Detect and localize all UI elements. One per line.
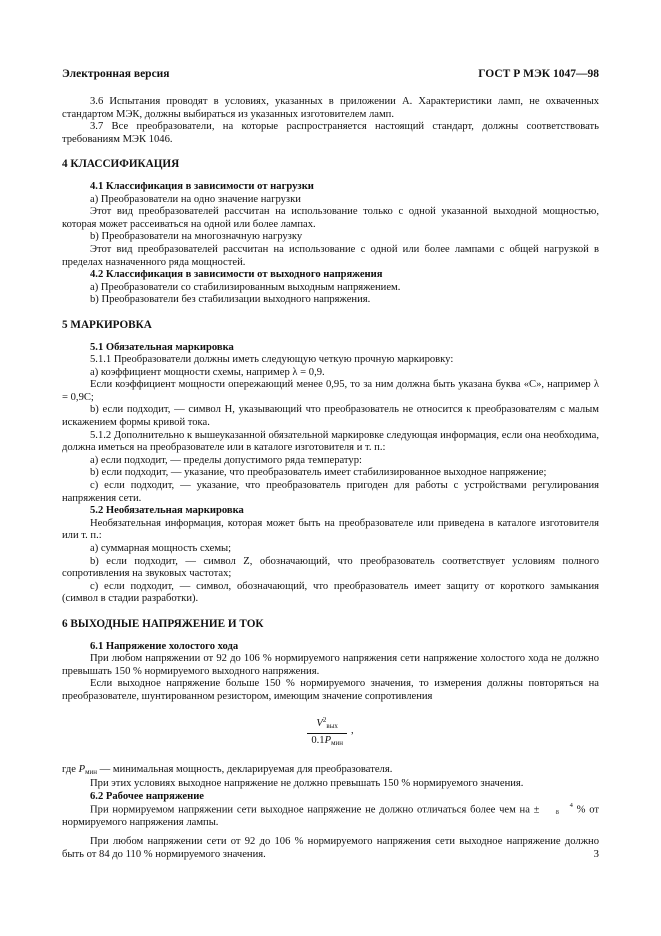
clause-6-2-para-2: При любом напряжении сети от 92 до 106 % нормируемого напряжения сети выходное напряжение должно быть от 84 до 110 % нормируемого значения.: [62, 836, 599, 860]
item-5-1-1-a-note: Если коэффициент мощности опережающий менее 0,95, то за ним должна быть указана буква «С», например λ = 0,9С;: [62, 379, 599, 403]
clause-6-1-para-1: При любом напряжении от 92 до 106 % нормируемого напряжения сети напряжение холостого хода не должно превышать 150 % нормируемого выходного напряжения.: [62, 653, 599, 677]
clause-5-1-heading: 5.1 Обязательная маркировка: [90, 341, 234, 353]
item-5-1-1-a: а) коэффициент мощности схемы, например λ = 0,9.: [90, 366, 325, 378]
clause-6-1-heading: 6.1 Напряжение холостого хода: [90, 640, 239, 652]
section-6-title: 6 ВЫХОДНЫЕ НАПРЯЖЕНИЕ И ТОК: [62, 617, 264, 630]
clause-6-1-para-2: Если выходное напряжение больше 150 % нормируемого значения, то измерения должны повторяться на преобразователе, шунтированном резистором, имеющим значение сопротивления: [62, 678, 599, 702]
clause-4-1-heading: 4.1 Классификация в зависимости от нагрузки: [90, 180, 314, 192]
clause-5-2-heading: 5.2 Необязательная маркировка: [90, 505, 244, 517]
document-body: [62, 96, 599, 861]
formula-fraction: [307, 714, 347, 750]
clause-5-1-1: 5.1.1 Преобразователи должны иметь следующую четкую прочную маркировку:: [90, 354, 454, 366]
item-5-1-2-b: b) если подходит, — указание, что преобразователь имеет стабилизированное выходное напряжение;: [90, 467, 547, 479]
formula-where-clause: где $P_{мин}$ — минимальная мощность, декларируемая для преобразователя.: [62, 763, 393, 776]
clause-5-2: Необязательная информация, которая может быть на преобразователе или приведена в каталоге изготовителя или т. п.:: [62, 517, 599, 542]
clause-6-1-para-3: При этих условиях выходное напряжение не должно превышать 150 % нормируемого значения.: [90, 778, 524, 790]
item-5-2-a: а) суммарная мощность схемы;: [90, 543, 232, 554]
item-5-1-2-a: а) если подходит, — пределы допустимого ряда температур:: [90, 454, 362, 466]
clause-4-2-heading: 4.2 Классификация в зависимости от выходного напряжения: [90, 269, 383, 281]
item-5-1-2-c: c) если подходит, — указание, что преобразователь пригоден для работы с устройствами регулирования напряжения сети.: [62, 480, 599, 504]
item-5-1-1-b: b) если подходит, — символ H, указывающий что преобразователь не относится к преобразователям с малым искажением формы кривой тока.: [62, 404, 599, 429]
item-4-2-b: b) Преобразователи без стабилизации выходного напряжения.: [90, 294, 371, 306]
formula-numerator: $V^2_{вых}$: [316, 715, 338, 730]
section-5-title: 5 МАРКИРОВКА: [62, 318, 152, 331]
item-4-1-b-desc: Этот вид преобразователей рассчитан на использование с одной или более лампами с общей нагрузкой в пределах назначенного ряда мощностей.: [62, 243, 599, 268]
section-4-title: 4 КЛАССИФИКАЦИЯ: [62, 158, 180, 171]
header-edition: Электронная версия: [62, 68, 170, 80]
clause-6-2-para-1: При нормируемом напряжении сети выходное напряжение не должно отличаться более чем на ± 4 8 % от нормируемого напряжения лампы.: [62, 802, 599, 829]
clause-3-6: 3.6 Испытания проводят в условиях, указанных в приложении А. Характеристики ламп, не охваченных стандартом МЭК, должны выбираться из указанных изготовителем ламп.: [62, 96, 599, 120]
item-4-1-b: b) Преобразователи на многозначную нагрузку: [90, 231, 303, 243]
item-4-1-a-desc: Этот вид преобразователей рассчитан на использование только с одной указанной выходной мощностью, которая может рассеиваться на одной или более лампах.: [62, 206, 599, 230]
clause-6-2-heading: 6.2 Рабочее напряжение: [90, 790, 205, 802]
formula-comma: ,: [351, 725, 354, 737]
item-5-2-c: c) если подходит, — символ, обозначающий, что преобразователь имеет защиту от короткого замыкания (символ в стадии разработки).: [62, 580, 599, 605]
resistance-formula: [62, 714, 599, 754]
clause-5-1-2: 5.1.2 Дополнительно к вышеуказанной обязательной маркировке следующая информация, если она необходима, должна иметься на преобразователе или в каталоге изготовителя и т. п.:: [62, 429, 599, 454]
formula-denominator: $0.1P_{мин}$: [307, 733, 347, 750]
page-number: 3: [593, 848, 599, 860]
item-4-1-a: а) Преобразователи на одно значение нагрузки: [90, 193, 301, 205]
clause-3-7: 3.7 Все преобразователи, на которые распространяется настоящий стандарт, должны соответствовать требованиям МЭК 1046.: [62, 121, 599, 145]
tolerance-fraction: 4 8: [555, 802, 573, 816]
item-4-2-a: а) Преобразователи со стабилизированным выходным напряжением.: [90, 281, 401, 293]
item-5-2-b: b) если подходит, — символ Z, обозначающий, что преобразователь соответствует условиям полного сопротивления на звуковых частотах;: [62, 555, 599, 580]
header-standard-code: ГОСТ Р МЭК 1047—98: [478, 68, 599, 80]
